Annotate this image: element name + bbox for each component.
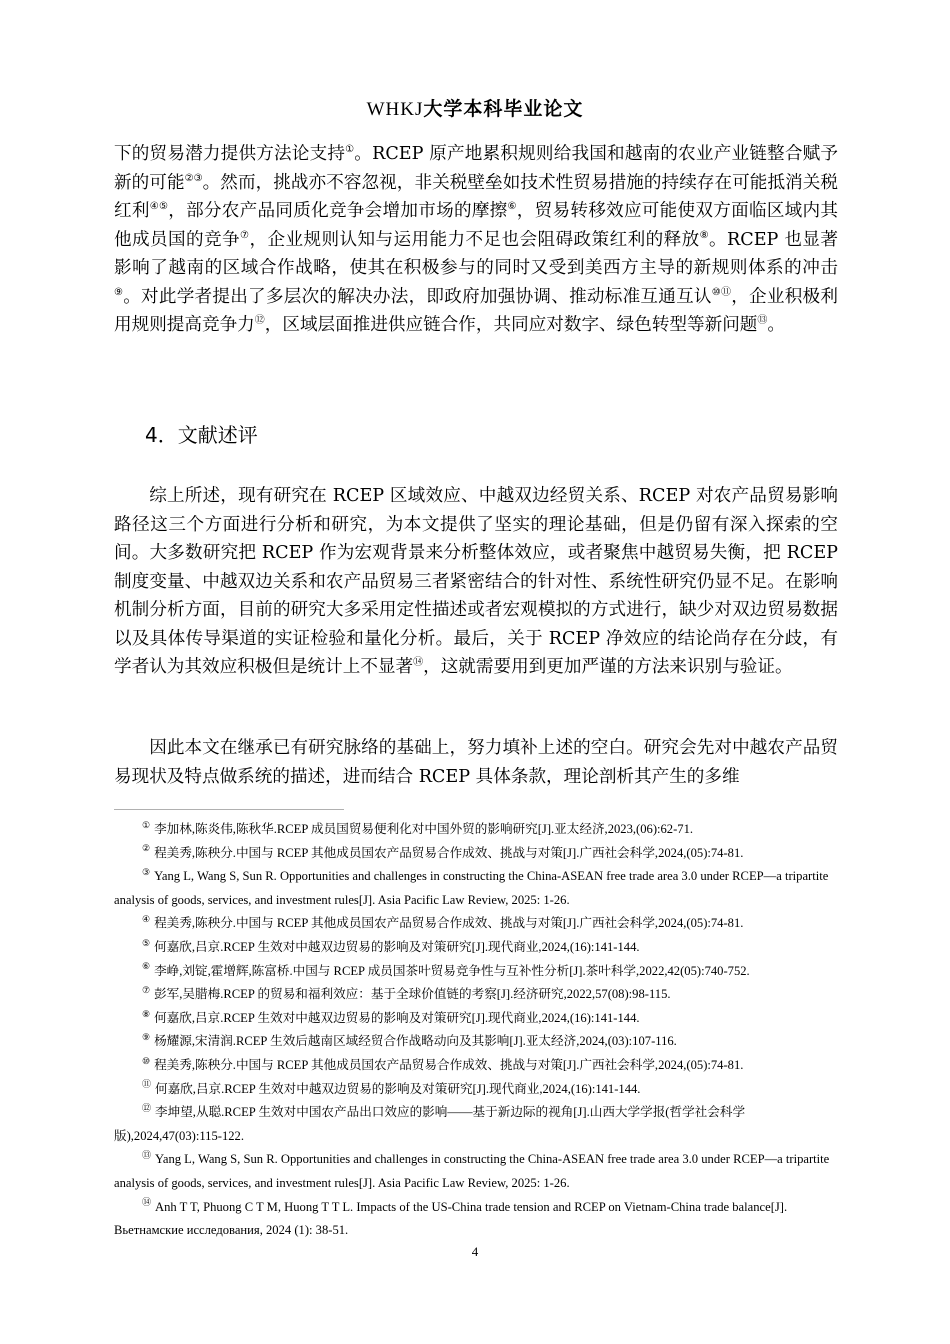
footnote-item: [114, 842, 838, 866]
footnote-text: Yang L, Wang S, Sun R. Opportunities and challenges in constructing the China-ASEAN free trade area 3.0 under RCEP—a tripartite analysis of goods, services, and investment rules[J]. Asia Pacific Law Review, 2025: 1-26.: [114, 1152, 830, 1190]
footnote-mark: ⑨: [142, 1032, 151, 1043]
header-title: 大学本科毕业论文: [423, 98, 584, 120]
footnote-ref[interactable]: ①: [345, 144, 355, 156]
footnote-mark: ②: [142, 843, 151, 854]
paragraph-text: 。: [767, 315, 786, 335]
footnote-text: 彭军,吴腊梅.RCEP 的贸易和福利效应：基于全球价值链的考察[J].经济研究,2022,57(08):98-115.: [154, 987, 671, 1002]
paragraph-text: 。RCEP 也显著影响了越南的区域合作战略，使其在积极参与的同时又受到美西方主导的新规则体系的冲击: [114, 229, 839, 278]
footnote-ref[interactable]: ⑥: [507, 201, 517, 213]
footnote-mark: ④: [142, 914, 151, 925]
footnote-mark: ⑥: [142, 961, 151, 972]
footnote-text: 程美秀,陈秧分.中国与 RCEP 其他成员国农产品贸易合作成效、挑战与对策[J].广西社会科学,2024,(05):74-81.: [154, 1057, 744, 1072]
footnote-item: [114, 1030, 838, 1054]
footnote-mark: ⑩: [142, 1055, 151, 1066]
footnote-mark: ⑬: [142, 1150, 152, 1161]
paragraph-text: 。然而，挑战亦不容忽视，非关税壁垒如技术性贸易措施的持续存在可能抵消关税红利: [114, 172, 838, 221]
page-header: [0, 94, 950, 121]
paragraph-text: 。对此学者提出了多层次的解决办法，即政府加强协调、推动标准互通互认: [123, 286, 712, 307]
footnote-item: [114, 960, 838, 984]
footnote-ref[interactable]: ⑩⑪: [711, 286, 732, 298]
paragraph-review-1: [114, 482, 838, 682]
footnote-mark: ③: [142, 867, 151, 877]
footnote-text: 程美秀,陈秧分.中国与 RCEP 其他成员国农产品贸易合作成效、挑战与对策[J].广西社会科学,2024,(05):74-81.: [154, 916, 744, 931]
footnote-item: [114, 936, 838, 960]
footnote-ref[interactable]: ⑭: [413, 657, 424, 669]
paragraph-text: ，贸易转移效应可能使双方面临区域内其他成员国的竞争: [114, 201, 838, 250]
section-heading: 4．文献述评: [145, 423, 258, 447]
footnote-text: 何嘉欣,吕京.RCEP 生效对中越双边贸易的影响及对策研究[J].现代商业,2024,(16):141-144.: [155, 1081, 641, 1096]
footnote-mark: ⑤: [142, 937, 151, 948]
header-code: WHKJ: [366, 99, 424, 120]
paragraph-text: ，区域层面推进供应链合作，共同应对数字、绿色转型等新问题: [264, 315, 758, 335]
footnote-ref[interactable]: ⑦: [240, 229, 250, 241]
footnote-ref[interactable]: ⑫: [254, 315, 265, 327]
footnote-text: 李坤望,从聪.RCEP 生效对中国农产品出口效应的影响——基于新边际的视角[J].山西大学学报(哲学社会科学版),2024,47(03):115-122.: [114, 1105, 746, 1143]
footnote-ref[interactable]: ②③: [184, 172, 203, 184]
footnote-text: 李峥,刘锭,霍增辉,陈富桥.中国与 RCEP 成员国茶叶贸易竞争性与互补性分析[J].茶叶科学,2022,42(05):740-752.: [154, 963, 750, 978]
footnote-text: 程美秀,陈秧分.中国与 RCEP 其他成员国农产品贸易合作成效、挑战与对策[J].广西社会科学,2024,(05):74-81.: [154, 845, 744, 860]
footnote-text: Anh T T, Phuong C T M, Huong T T L. Impacts of the US-China trade tension and RCEP on Vietnam-China trade balance[J]. Вьетнамские исследования, 2024 (1): 38-51.: [114, 1199, 788, 1238]
paragraph-text: ，企业规则认知与运用能力不足也会阻碍政策红利的释放: [249, 229, 700, 250]
footnote-item: [114, 1101, 838, 1148]
paragraph-text: ，部分农产品同质化竞争会增加市场的摩擦: [168, 201, 508, 221]
footnote-item: [114, 865, 838, 912]
paragraph-text: 。RCEP 原产地累积规则给我国和越南的农业产业链整合赋予新的可能: [114, 144, 838, 193]
footnote-item: [114, 1054, 838, 1078]
paragraph-text: ，企业积极利用规则提高竞争力: [114, 286, 838, 335]
footnote-item: [114, 983, 838, 1007]
footnote-ref[interactable]: ⑬: [757, 315, 768, 327]
paragraph-continued: [114, 140, 838, 340]
paragraph-text: 下的贸易潜力提供方法论支持: [114, 144, 346, 164]
footnote-ref[interactable]: ⑨: [114, 286, 124, 298]
footnote-item: [114, 1196, 838, 1243]
paragraph-text: 综上所述，现有研究在 RCEP 区域效应、中越双边经贸关系、RCEP 对农产品贸易影响路径这三个方面进行分析和研究，为本文提供了坚实的理论基础，但是仍留有深入探索的空间。大多数研究把 RCEP 作为宏观背景来分析整体效应，或者聚焦中越贸易失衡，把 RCEP 制度变量、中越双边关系和农产品贸易三者紧密结合的针对性、系统性研究仍显不足。在影响机制分析方面，目前的研究大多采用定性描述或者宏观模拟的方式进行，缺少对双边贸易数据以及具体传导渠道的实证检验和量化分析。最后，关于 RCEP 净效应的结论尚存在分歧，有学者认为其效应积极但是统计上不显著: [114, 486, 838, 677]
footnote-text: 何嘉欣,吕京.RCEP 生效对中越双边贸易的影响及对策研究[J].现代商业,2024,(16):141-144.: [154, 939, 640, 954]
footnote-item: [114, 1148, 838, 1195]
footnote-separator: [114, 809, 344, 810]
footnote-mark: ⑧: [142, 1008, 151, 1019]
footnote-mark: ⑪: [142, 1079, 152, 1090]
footnote-ref[interactable]: ⑧: [699, 229, 709, 241]
footnote-mark: ⑭: [142, 1197, 152, 1208]
footnote-text: Yang L, Wang S, Sun R. Opportunities and challenges in constructing the China-ASEAN free trade area 3.0 under RCEP—a tripartite analysis of goods, services, and investment rules[J]. Asia Pacific Law Review, 2025: 1-26.: [114, 869, 829, 907]
footnote-mark: ⑦: [142, 984, 151, 995]
page-number: 4: [471, 1244, 479, 1259]
paragraph-review-2: [114, 734, 838, 791]
footnote-ref[interactable]: ④⑤: [149, 201, 169, 213]
footnote-item: [114, 1078, 838, 1102]
footnote-mark: ①: [142, 819, 151, 830]
footnote-text: 杨耀源,宋清润.RCEP 生效后越南区域经贸合作战略动向及其影响[J].亚太经济,2024,(03):107-116.: [154, 1034, 677, 1049]
footnote-text: 何嘉欣,吕京.RCEP 生效对中越双边贸易的影响及对策研究[J].现代商业,2024,(16):141-144.: [154, 1010, 640, 1025]
paragraph-text: 因此本文在继承已有研究脉络的基础上，努力填补上述的空白。研究会先对中越农产品贸易现状及特点做系统的描述，进而结合 RCEP 具体条款，理论剖析其产生的多维: [114, 738, 838, 787]
footnotes: [114, 818, 838, 1243]
footnote-item: [114, 1007, 838, 1031]
footnote-item: [114, 912, 838, 936]
footnote-text: 李加林,陈炎伟,陈秋华.RCEP 成员国贸易便利化对中国外贸的影响研究[J].亚太经济,2023,(06):62-71.: [154, 822, 694, 836]
footnote-mark: ⑫: [142, 1102, 152, 1113]
paragraph-text: ，这就需要用到更加严谨的方法来识别与验证。: [423, 657, 793, 677]
footnote-item: [114, 818, 838, 842]
